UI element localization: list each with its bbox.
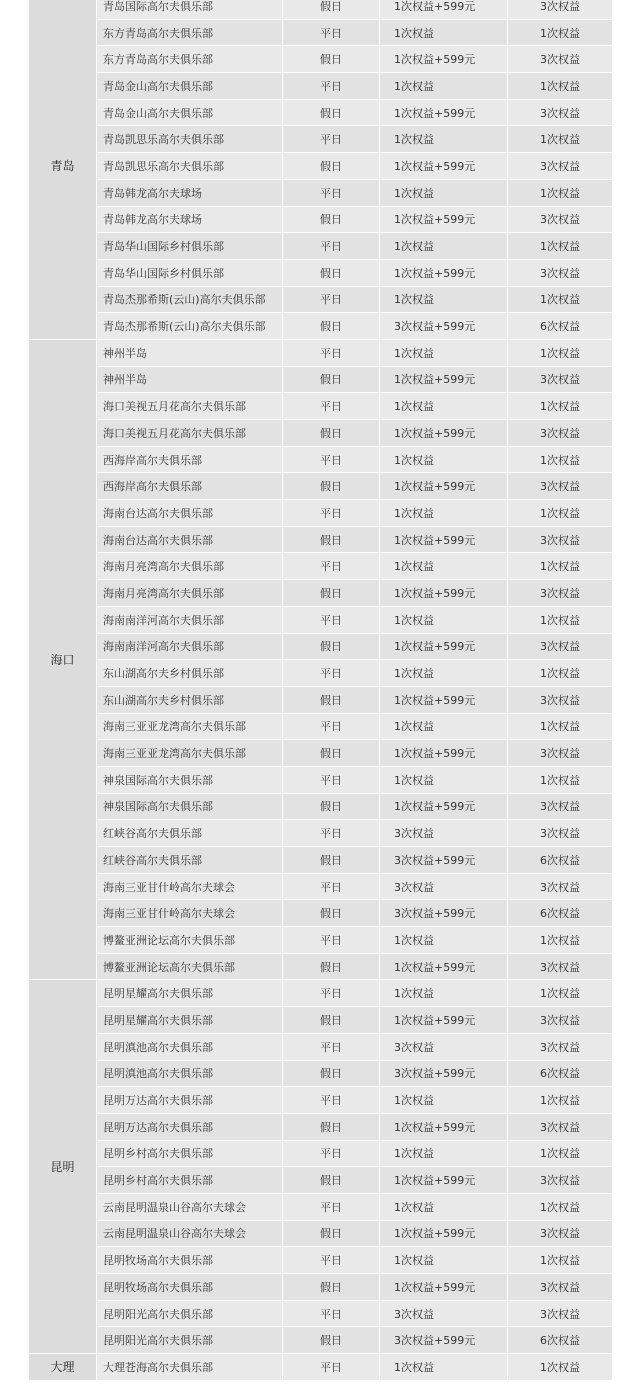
rights-b-cell: 3次权益 xyxy=(508,46,613,73)
day-type-cell: 平日 xyxy=(283,1300,380,1327)
table-row xyxy=(29,553,613,580)
rights-a-cell: 1次权益 xyxy=(380,606,508,633)
rights-a-cell: 1次权益+599元 xyxy=(380,46,508,73)
club-name-cell: 青岛华山国际乡村俱乐部 xyxy=(97,233,283,260)
rights-b-cell: 3次权益 xyxy=(508,473,613,500)
club-name-cell: 昆明阳光高尔夫俱乐部 xyxy=(97,1327,283,1354)
rights-a-cell: 1次权益+599元 xyxy=(380,1167,508,1194)
rights-b-cell: 6次权益 xyxy=(508,1327,613,1354)
table-row xyxy=(29,1033,613,1060)
club-name-cell: 海南三亚甘什岭高尔夫球会 xyxy=(97,873,283,900)
rights-a-cell: 1次权益 xyxy=(380,126,508,153)
day-type-cell: 平日 xyxy=(283,500,380,527)
day-type-cell: 假日 xyxy=(283,153,380,180)
table-row xyxy=(29,99,613,126)
club-name-cell: 海南台达高尔夫俱乐部 xyxy=(97,500,283,527)
city-cell: 昆明 xyxy=(29,980,97,1354)
table-row xyxy=(29,1007,613,1034)
rights-a-cell: 1次权益+599元 xyxy=(380,99,508,126)
rights-b-cell: 1次权益 xyxy=(508,446,613,473)
rights-a-cell: 1次权益 xyxy=(380,1354,508,1381)
rights-a-cell: 1次权益+599元 xyxy=(380,633,508,660)
rights-b-cell: 3次权益 xyxy=(508,153,613,180)
rights-a-cell: 1次权益+599元 xyxy=(380,1220,508,1247)
table-row xyxy=(29,1327,613,1354)
club-name-cell: 海南南洋河高尔夫俱乐部 xyxy=(97,633,283,660)
table-row xyxy=(29,366,613,393)
rights-a-cell: 1次权益+599元 xyxy=(380,1007,508,1034)
table-row xyxy=(29,0,613,19)
table-row xyxy=(29,740,613,767)
rights-b-cell: 3次权益 xyxy=(508,1220,613,1247)
day-type-cell: 假日 xyxy=(283,847,380,874)
club-name-cell: 海南南洋河高尔夫俱乐部 xyxy=(97,606,283,633)
rights-b-cell: 3次权益 xyxy=(508,820,613,847)
rights-a-cell: 1次权益 xyxy=(380,233,508,260)
rights-b-cell: 3次权益 xyxy=(508,420,613,447)
rights-b-cell: 1次权益 xyxy=(508,286,613,313)
table-row xyxy=(29,259,613,286)
club-name-cell: 海口美视五月花高尔夫俱乐部 xyxy=(97,393,283,420)
rights-b-cell: 3次权益 xyxy=(508,526,613,553)
day-type-cell: 平日 xyxy=(283,1033,380,1060)
club-name-cell: 昆明星耀高尔夫俱乐部 xyxy=(97,1007,283,1034)
day-type-cell: 平日 xyxy=(283,126,380,153)
day-type-cell: 假日 xyxy=(283,793,380,820)
day-type-cell: 假日 xyxy=(283,900,380,927)
table-row xyxy=(29,873,613,900)
rights-a-cell: 1次权益 xyxy=(380,339,508,366)
club-name-cell: 红峡谷高尔夫俱乐部 xyxy=(97,847,283,874)
rights-a-cell: 1次权益+599元 xyxy=(380,473,508,500)
rights-a-cell: 3次权益+599元 xyxy=(380,847,508,874)
table-row xyxy=(29,500,613,527)
table-row xyxy=(29,1354,613,1381)
rights-b-cell: 3次权益 xyxy=(508,1167,613,1194)
table-row xyxy=(29,233,613,260)
day-type-cell: 平日 xyxy=(283,1193,380,1220)
rights-a-cell: 1次权益 xyxy=(380,980,508,1007)
day-type-cell: 假日 xyxy=(283,580,380,607)
rights-a-cell: 1次权益 xyxy=(380,286,508,313)
table-row xyxy=(29,73,613,100)
rights-a-cell: 1次权益+599元 xyxy=(380,206,508,233)
club-name-cell: 神州半岛 xyxy=(97,366,283,393)
table-row xyxy=(29,1274,613,1301)
rights-a-cell: 1次权益 xyxy=(380,713,508,740)
rights-b-cell: 1次权益 xyxy=(508,1193,613,1220)
rights-b-cell: 3次权益 xyxy=(508,1300,613,1327)
day-type-cell: 假日 xyxy=(283,633,380,660)
day-type-cell: 平日 xyxy=(283,19,380,46)
day-type-cell: 平日 xyxy=(283,713,380,740)
table-row xyxy=(29,446,613,473)
club-name-cell: 昆明乡村高尔夫俱乐部 xyxy=(97,1140,283,1167)
table-row xyxy=(29,980,613,1007)
day-type-cell: 平日 xyxy=(283,73,380,100)
club-name-cell: 东山湖高尔夫乡村俱乐部 xyxy=(97,660,283,687)
rights-a-cell: 1次权益 xyxy=(380,1140,508,1167)
rights-b-cell: 1次权益 xyxy=(508,73,613,100)
rights-a-cell: 3次权益+599元 xyxy=(380,900,508,927)
club-name-cell: 海南三亚亚龙湾高尔夫俱乐部 xyxy=(97,713,283,740)
rights-b-cell: 1次权益 xyxy=(508,660,613,687)
rights-b-cell: 3次权益 xyxy=(508,1007,613,1034)
rights-b-cell: 1次权益 xyxy=(508,1354,613,1381)
rights-a-cell: 3次权益+599元 xyxy=(380,1060,508,1087)
rights-b-cell: 1次权益 xyxy=(508,19,613,46)
club-name-cell: 海南台达高尔夫俱乐部 xyxy=(97,526,283,553)
rights-a-cell: 3次权益+599元 xyxy=(380,313,508,340)
rights-a-cell: 1次权益+599元 xyxy=(380,953,508,980)
day-type-cell: 假日 xyxy=(283,313,380,340)
club-name-cell: 青岛金山高尔夫俱乐部 xyxy=(97,99,283,126)
rights-b-cell: 1次权益 xyxy=(508,500,613,527)
club-name-cell: 昆明万达高尔夫俱乐部 xyxy=(97,1087,283,1114)
table-row xyxy=(29,286,613,313)
club-name-cell: 云南昆明温泉山谷高尔夫球会 xyxy=(97,1193,283,1220)
club-name-cell: 东方青岛高尔夫俱乐部 xyxy=(97,46,283,73)
club-name-cell: 东方青岛高尔夫俱乐部 xyxy=(97,19,283,46)
city-cell: 青岛 xyxy=(29,0,97,339)
rights-a-cell: 1次权益 xyxy=(380,927,508,954)
club-name-cell: 青岛华山国际乡村俱乐部 xyxy=(97,259,283,286)
rights-b-cell: 1次权益 xyxy=(508,233,613,260)
table-row xyxy=(29,847,613,874)
rights-b-cell: 1次权益 xyxy=(508,553,613,580)
club-name-cell: 昆明乡村高尔夫俱乐部 xyxy=(97,1167,283,1194)
day-type-cell: 假日 xyxy=(283,526,380,553)
rights-a-cell: 1次权益 xyxy=(380,1247,508,1274)
table-row xyxy=(29,153,613,180)
club-name-cell: 海南三亚甘什岭高尔夫球会 xyxy=(97,900,283,927)
club-name-cell: 云南昆明温泉山谷高尔夫球会 xyxy=(97,1220,283,1247)
club-name-cell: 大理苍海高尔夫俱乐部 xyxy=(97,1354,283,1381)
club-name-cell: 神州半岛 xyxy=(97,339,283,366)
rights-b-cell: 1次权益 xyxy=(508,339,613,366)
club-name-cell: 昆明滇池高尔夫俱乐部 xyxy=(97,1033,283,1060)
day-type-cell: 假日 xyxy=(283,420,380,447)
table-row xyxy=(29,713,613,740)
day-type-cell: 平日 xyxy=(283,606,380,633)
rights-a-cell: 1次权益 xyxy=(380,73,508,100)
day-type-cell: 平日 xyxy=(283,927,380,954)
day-type-cell: 假日 xyxy=(283,1167,380,1194)
rights-a-cell: 1次权益+599元 xyxy=(380,793,508,820)
rights-b-cell: 3次权益 xyxy=(508,259,613,286)
table-row xyxy=(29,1193,613,1220)
table-row xyxy=(29,1060,613,1087)
table-row xyxy=(29,766,613,793)
day-type-cell: 平日 xyxy=(283,980,380,1007)
day-type-cell: 平日 xyxy=(283,553,380,580)
table-row xyxy=(29,313,613,340)
table-row xyxy=(29,606,613,633)
table-row xyxy=(29,1300,613,1327)
table-row xyxy=(29,179,613,206)
day-type-cell: 假日 xyxy=(283,99,380,126)
day-type-cell: 假日 xyxy=(283,1274,380,1301)
rights-a-cell: 3次权益 xyxy=(380,1300,508,1327)
club-name-cell: 博鳌亚洲论坛高尔夫俱乐部 xyxy=(97,953,283,980)
rights-a-cell: 1次权益 xyxy=(380,660,508,687)
rights-b-cell: 1次权益 xyxy=(508,1087,613,1114)
rights-b-cell: 1次权益 xyxy=(508,126,613,153)
club-name-cell: 神泉国际高尔夫俱乐部 xyxy=(97,793,283,820)
table-row xyxy=(29,686,613,713)
day-type-cell: 平日 xyxy=(283,446,380,473)
table-row xyxy=(29,633,613,660)
club-name-cell: 青岛凯思乐高尔夫俱乐部 xyxy=(97,126,283,153)
club-name-cell: 青岛杰那希斯(云山)高尔夫俱乐部 xyxy=(97,313,283,340)
club-name-cell: 青岛凯思乐高尔夫俱乐部 xyxy=(97,153,283,180)
table-row xyxy=(29,339,613,366)
day-type-cell: 平日 xyxy=(283,1247,380,1274)
club-name-cell: 青岛韩龙高尔夫球场 xyxy=(97,179,283,206)
rights-b-cell: 3次权益 xyxy=(508,99,613,126)
day-type-cell: 平日 xyxy=(283,660,380,687)
rights-b-cell: 1次权益 xyxy=(508,606,613,633)
club-name-cell: 神泉国际高尔夫俱乐部 xyxy=(97,766,283,793)
club-name-cell: 海南月亮湾高尔夫俱乐部 xyxy=(97,580,283,607)
day-type-cell: 假日 xyxy=(283,686,380,713)
table-row xyxy=(29,953,613,980)
rights-b-cell: 6次权益 xyxy=(508,1060,613,1087)
day-type-cell: 平日 xyxy=(283,820,380,847)
club-name-cell: 昆明阳光高尔夫俱乐部 xyxy=(97,1300,283,1327)
day-type-cell: 平日 xyxy=(283,1140,380,1167)
rights-a-cell: 1次权益+599元 xyxy=(380,420,508,447)
table-row xyxy=(29,1087,613,1114)
club-name-cell: 博鳌亚洲论坛高尔夫俱乐部 xyxy=(97,927,283,954)
rights-b-cell: 3次权益 xyxy=(508,1274,613,1301)
rights-b-cell: 1次权益 xyxy=(508,1140,613,1167)
rights-b-cell: 3次权益 xyxy=(508,0,613,19)
table-row xyxy=(29,1140,613,1167)
club-name-cell: 红峡谷高尔夫俱乐部 xyxy=(97,820,283,847)
rights-a-cell: 1次权益+599元 xyxy=(380,580,508,607)
rights-a-cell: 1次权益+599元 xyxy=(380,1274,508,1301)
rights-a-cell: 1次权益+599元 xyxy=(380,740,508,767)
day-type-cell: 假日 xyxy=(283,1060,380,1087)
table-row xyxy=(29,420,613,447)
rights-a-cell: 1次权益 xyxy=(380,1087,508,1114)
club-name-cell: 昆明万达高尔夫俱乐部 xyxy=(97,1113,283,1140)
rights-b-cell: 6次权益 xyxy=(508,313,613,340)
day-type-cell: 平日 xyxy=(283,179,380,206)
rights-b-cell: 3次权益 xyxy=(508,580,613,607)
rights-a-cell: 1次权益+599元 xyxy=(380,153,508,180)
rights-b-cell: 3次权益 xyxy=(508,740,613,767)
rights-a-cell: 1次权益 xyxy=(380,1193,508,1220)
day-type-cell: 假日 xyxy=(283,366,380,393)
table-row xyxy=(29,393,613,420)
day-type-cell: 假日 xyxy=(283,953,380,980)
rights-a-cell: 3次权益+599元 xyxy=(380,1327,508,1354)
rights-a-cell: 1次权益 xyxy=(380,179,508,206)
table-row xyxy=(29,900,613,927)
day-type-cell: 假日 xyxy=(283,206,380,233)
table-row xyxy=(29,793,613,820)
rights-b-cell: 1次权益 xyxy=(508,1247,613,1274)
table-row xyxy=(29,1220,613,1247)
club-name-cell: 东山湖高尔夫乡村俱乐部 xyxy=(97,686,283,713)
rights-b-cell: 1次权益 xyxy=(508,393,613,420)
day-type-cell: 平日 xyxy=(283,766,380,793)
rights-a-cell: 1次权益+599元 xyxy=(380,1113,508,1140)
rights-a-cell: 3次权益 xyxy=(380,1033,508,1060)
table-row xyxy=(29,927,613,954)
rights-b-cell: 3次权益 xyxy=(508,1113,613,1140)
day-type-cell: 平日 xyxy=(283,393,380,420)
rights-a-cell: 3次权益 xyxy=(380,820,508,847)
club-name-cell: 海南月亮湾高尔夫俱乐部 xyxy=(97,553,283,580)
rights-b-cell: 1次权益 xyxy=(508,927,613,954)
rights-b-cell: 3次权益 xyxy=(508,953,613,980)
club-name-cell: 昆明牧场高尔夫俱乐部 xyxy=(97,1247,283,1274)
day-type-cell: 平日 xyxy=(283,286,380,313)
rights-b-cell: 3次权益 xyxy=(508,686,613,713)
table-row xyxy=(29,660,613,687)
table-row xyxy=(29,580,613,607)
rights-a-cell: 3次权益 xyxy=(380,873,508,900)
table-row xyxy=(29,526,613,553)
rights-a-cell: 1次权益 xyxy=(380,553,508,580)
rights-a-cell: 1次权益 xyxy=(380,500,508,527)
rights-b-cell: 3次权益 xyxy=(508,633,613,660)
day-type-cell: 假日 xyxy=(283,1113,380,1140)
rights-b-cell: 6次权益 xyxy=(508,900,613,927)
day-type-cell: 平日 xyxy=(283,1087,380,1114)
rights-b-cell: 3次权益 xyxy=(508,206,613,233)
table-row xyxy=(29,1113,613,1140)
club-name-cell: 海南三亚亚龙湾高尔夫俱乐部 xyxy=(97,740,283,767)
club-name-cell: 青岛金山高尔夫俱乐部 xyxy=(97,73,283,100)
club-name-cell: 昆明滇池高尔夫俱乐部 xyxy=(97,1060,283,1087)
day-type-cell: 平日 xyxy=(283,1354,380,1381)
day-type-cell: 假日 xyxy=(283,0,380,19)
rights-a-cell: 1次权益 xyxy=(380,446,508,473)
day-type-cell: 假日 xyxy=(283,1220,380,1247)
rights-b-cell: 3次权益 xyxy=(508,366,613,393)
city-cell: 大理 xyxy=(29,1354,97,1381)
rights-b-cell: 3次权益 xyxy=(508,873,613,900)
rights-a-cell: 1次权益 xyxy=(380,19,508,46)
table-row xyxy=(29,46,613,73)
table-row xyxy=(29,1247,613,1274)
rights-a-cell: 1次权益+599元 xyxy=(380,0,508,19)
club-name-cell: 青岛韩龙高尔夫球场 xyxy=(97,206,283,233)
day-type-cell: 假日 xyxy=(283,46,380,73)
table-row xyxy=(29,473,613,500)
rights-a-cell: 1次权益+599元 xyxy=(380,259,508,286)
rights-b-cell: 1次权益 xyxy=(508,179,613,206)
rights-a-cell: 1次权益+599元 xyxy=(380,526,508,553)
day-type-cell: 假日 xyxy=(283,473,380,500)
day-type-cell: 假日 xyxy=(283,259,380,286)
rights-b-cell: 3次权益 xyxy=(508,793,613,820)
rights-a-cell: 1次权益+599元 xyxy=(380,686,508,713)
table-row xyxy=(29,19,613,46)
table-row xyxy=(29,1167,613,1194)
rights-a-cell: 1次权益+599元 xyxy=(380,366,508,393)
club-name-cell: 西海岸高尔夫俱乐部 xyxy=(97,473,283,500)
rights-b-cell: 1次权益 xyxy=(508,980,613,1007)
rights-b-cell: 1次权益 xyxy=(508,713,613,740)
day-type-cell: 平日 xyxy=(283,339,380,366)
table-row xyxy=(29,126,613,153)
day-type-cell: 平日 xyxy=(283,873,380,900)
club-name-cell: 昆明星耀高尔夫俱乐部 xyxy=(97,980,283,1007)
club-name-cell: 西海岸高尔夫俱乐部 xyxy=(97,446,283,473)
rights-b-cell: 6次权益 xyxy=(508,847,613,874)
table-row xyxy=(29,206,613,233)
day-type-cell: 假日 xyxy=(283,1007,380,1034)
golf-rights-table xyxy=(28,0,613,1381)
day-type-cell: 假日 xyxy=(283,740,380,767)
club-name-cell: 青岛杰那希斯(云山)高尔夫俱乐部 xyxy=(97,286,283,313)
city-cell: 海口 xyxy=(29,339,97,980)
rights-a-cell: 1次权益 xyxy=(380,766,508,793)
table-row xyxy=(29,820,613,847)
club-name-cell: 青岛国际高尔夫俱乐部 xyxy=(97,0,283,19)
club-name-cell: 海口美视五月花高尔夫俱乐部 xyxy=(97,420,283,447)
club-name-cell: 昆明牧场高尔夫俱乐部 xyxy=(97,1274,283,1301)
rights-a-cell: 1次权益 xyxy=(380,393,508,420)
day-type-cell: 假日 xyxy=(283,1327,380,1354)
rights-b-cell: 3次权益 xyxy=(508,1033,613,1060)
day-type-cell: 平日 xyxy=(283,233,380,260)
table-body xyxy=(29,0,613,1380)
rights-b-cell: 1次权益 xyxy=(508,766,613,793)
